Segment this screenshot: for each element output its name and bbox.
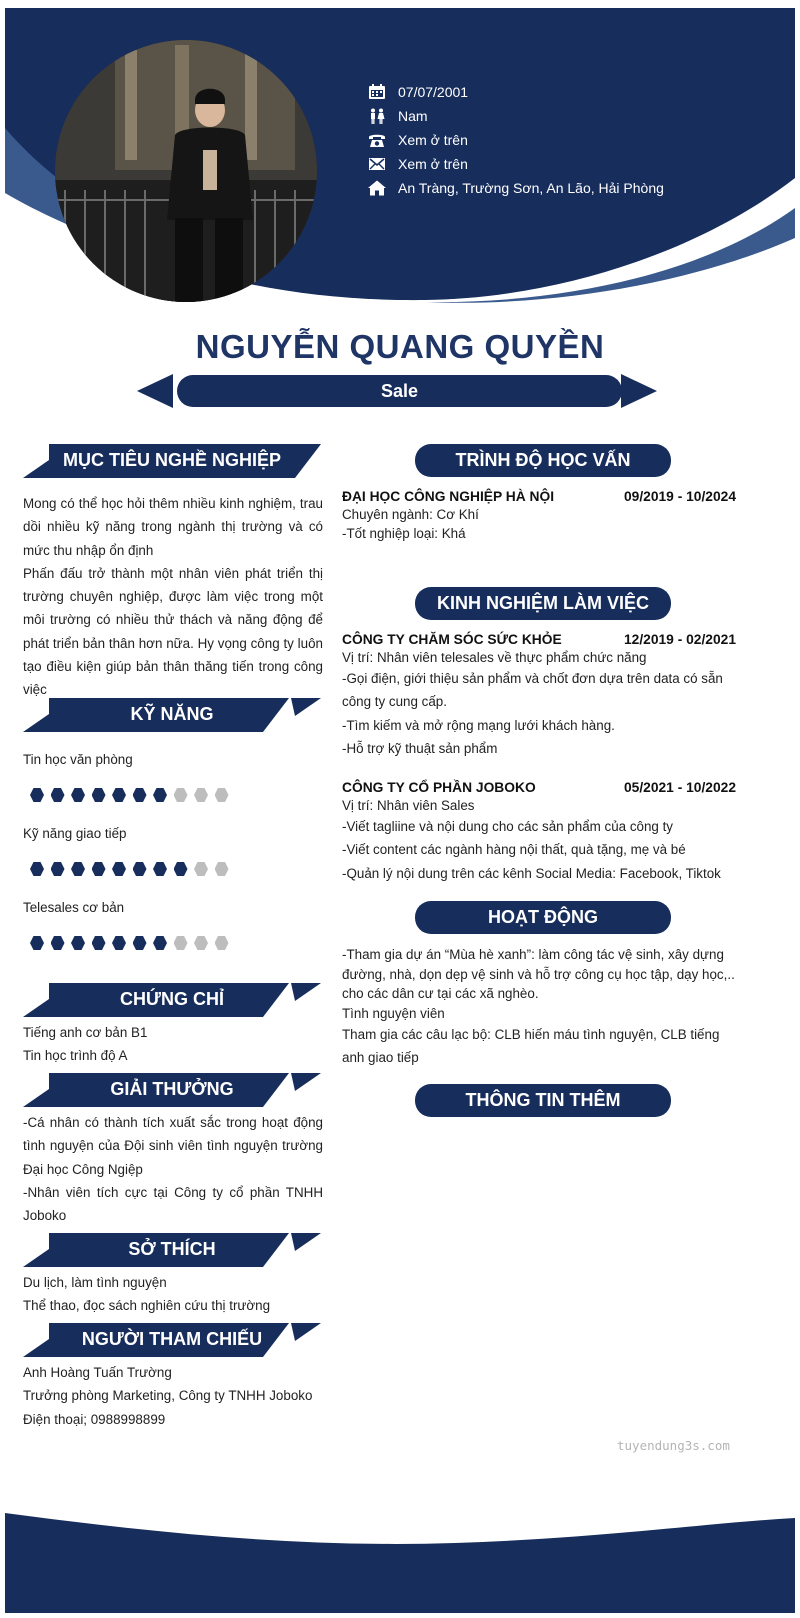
footer-background <box>5 1513 795 1613</box>
phone-icon <box>367 131 387 149</box>
skill-label: Kỹ năng giao tiếp <box>23 826 127 841</box>
certificate-item: Tiếng anh cơ bản B1 <box>23 1025 148 1040</box>
skill-rating <box>30 936 235 950</box>
company-name: CÔNG TY CHĂM SÓC SỨC KHỎE <box>342 632 562 647</box>
skill-dot-empty <box>215 936 229 950</box>
award-item: -Cá nhân có thành tích xuất sắc trong hoạt động tình nguyện của Đội sinh viên tình nguyện trường Đại học Công Ngiệp <box>23 1115 323 1177</box>
activity-role: Tình nguyện viên <box>342 1005 445 1021</box>
skill-dot-empty <box>194 788 208 802</box>
certificates-list <box>23 1021 323 1068</box>
objective-paragraph: Phấn đấu trở thành một nhân viên phát triển thị trường chuyên nghiệp, được làm việc trong một môi trường có nhiều thử thách và năng động để phát triển bản thân hơn nữa. Hy vọng công ty luôn tạo điều kiện giúp bản thân thăng tiến trong công việc <box>23 565 323 698</box>
skill-dot-filled <box>71 788 85 802</box>
skill-dot-filled <box>112 862 126 876</box>
skill-dot-empty <box>174 788 188 802</box>
skill-dot-filled <box>112 936 126 950</box>
job-role: Vị trí: Nhân viên Sales <box>342 798 475 813</box>
education-grade: -Tốt nghiệp loại: Khá <box>342 526 466 541</box>
job-role: Vị trí: Nhân viên telesales về thực phẩm chức năng <box>342 650 647 665</box>
skill-rating <box>30 788 235 802</box>
personal-info-list <box>367 80 664 200</box>
arrow-right-decoration <box>621 374 657 408</box>
reference-item: Trưởng phòng Marketing, Công ty TNHH Joboko <box>23 1388 313 1404</box>
skill-dot-filled <box>51 862 65 876</box>
awards-list <box>23 1111 323 1227</box>
skill-dot-filled <box>51 936 65 950</box>
skill-dot-empty <box>215 862 229 876</box>
info-birthdate <box>367 80 664 104</box>
address-text: An Tràng, Trường Sơn, An Lão, Hải Phòng <box>398 180 664 196</box>
school-name: ĐẠI HỌC CÔNG NGHIỆP HÀ NỘI <box>342 489 555 504</box>
position-banner <box>137 374 657 410</box>
mail-icon <box>367 155 387 173</box>
skill-dot-filled <box>30 788 44 802</box>
email-text: Xem ở trên <box>398 156 468 172</box>
activities-details <box>342 945 736 1069</box>
skill-dot-filled <box>153 936 167 950</box>
skills-title: KỸ NĂNG <box>130 704 214 724</box>
skill-dot-filled <box>30 936 44 950</box>
skill-dot-filled <box>133 936 147 950</box>
skill-dot-filled <box>153 788 167 802</box>
education-period: 09/2019 - 10/2024 <box>623 489 736 504</box>
skill-dot-filled <box>92 862 106 876</box>
section-header-skills <box>23 698 321 732</box>
section-header-hobbies <box>23 1233 321 1267</box>
education-major: Chuyên ngành: Cơ Khí <box>342 507 479 522</box>
skill-dot-filled <box>133 788 147 802</box>
skill-dot-filled <box>30 862 44 876</box>
job-duty: -Tìm kiếm và mở rộng mạng lưới khách hàng. <box>342 717 615 733</box>
education-details <box>342 505 736 543</box>
position-title: Sale <box>177 375 622 407</box>
activity-clubs: Tham gia các câu lạc bộ: CLB hiến máu tình nguyện, CLB tiếng anh giao tiếp <box>342 1026 720 1065</box>
section-header-references <box>23 1323 321 1357</box>
objective-paragraph: Mong có thể học hỏi thêm nhiều kinh nghiệm, trau dồi nhiều kỹ năng trong ngành thị trường và có mức thu nhập ổn định <box>23 496 323 558</box>
reference-item: Anh Hoàng Tuấn Trường <box>23 1365 172 1380</box>
skill-dot-filled <box>71 936 85 950</box>
section-header-activities: HOẠT ĐỘNG <box>415 901 671 934</box>
candidate-name: NGUYỄN QUANG QUYỀN <box>195 328 605 365</box>
job-duty: -Hỗ trợ kỹ thuật sản phẩm <box>342 740 498 756</box>
birthdate-text: 07/07/2001 <box>398 84 469 100</box>
info-gender <box>367 104 664 128</box>
job-duty: -Quản lý nội dung trên các kênh Social Media: Facebook, Tiktok <box>342 865 721 881</box>
job-period: 12/2019 - 02/2021 <box>623 632 736 647</box>
certificates-title: CHỨNG CHỈ <box>120 989 224 1009</box>
activity-description: -Tham gia dự án “Mùa hè xanh”: làm công tác vệ sinh, xây dựng đường, nhà, dọn dẹp vệ sinh và hỗ trợ công cụ học tập, dạy học,.. cho các dân cư tại các xã nghèo. <box>342 947 735 1001</box>
hobbies-list <box>23 1271 323 1318</box>
awards-title: GIẢI THƯỞNG <box>110 1079 234 1099</box>
skill-dot-empty <box>215 788 229 802</box>
hobbies-title: SỞ THÍCH <box>128 1239 216 1259</box>
skill-dot-filled <box>112 788 126 802</box>
skill-dot-filled <box>133 862 147 876</box>
skill-dot-empty <box>174 936 188 950</box>
home-icon <box>367 179 387 197</box>
award-item: -Nhân viên tích cực tại Công ty cổ phần TNHH Joboko <box>23 1184 323 1224</box>
section-header-certificates <box>23 983 321 1017</box>
job-details <box>342 796 736 885</box>
education-header <box>342 489 736 504</box>
cv-sheet <box>5 8 795 1613</box>
section-header-experience: KINH NGHIỆM LÀM VIỆC <box>415 587 671 620</box>
skill-dot-filled <box>71 862 85 876</box>
gender-text: Nam <box>398 108 428 124</box>
info-email <box>367 152 664 176</box>
skill-label: Telesales cơ bản <box>23 900 125 915</box>
info-phone <box>367 128 664 152</box>
section-header-objective <box>23 444 321 478</box>
job-details <box>342 648 736 760</box>
section-header-more-info: THÔNG TIN THÊM <box>415 1084 671 1117</box>
skill-dot-filled <box>92 936 106 950</box>
objective-title: MỤC TIÊU NGHỀ NGHIỆP <box>62 450 281 470</box>
watermark: tuyendung3s.com <box>617 1438 730 1453</box>
references-list <box>23 1361 323 1431</box>
skill-rating <box>30 862 235 876</box>
company-name: CÔNG TY CỔ PHẦN JOBOKO <box>342 780 536 795</box>
skill-dot-filled <box>92 788 106 802</box>
calendar-icon <box>367 83 387 101</box>
skill-dot-filled <box>174 862 188 876</box>
info-address <box>367 176 664 200</box>
section-header-education: TRÌNH ĐỘ HỌC VẤN <box>415 444 671 477</box>
arrow-left-decoration <box>137 374 173 408</box>
job-period: 05/2021 - 10/2022 <box>623 780 736 795</box>
certificate-item: Tin học trình độ A <box>23 1048 128 1064</box>
hobby-item: Du lịch, làm tình nguyện <box>23 1275 167 1290</box>
phone-text: Xem ở trên <box>398 132 468 148</box>
skill-dot-empty <box>194 862 208 876</box>
skill-dot-filled <box>51 788 65 802</box>
hobby-item: Thể thao, đọc sách nghiên cứu thị trường <box>23 1298 271 1314</box>
skill-label: Tin học văn phòng <box>23 752 133 767</box>
objective-text <box>23 492 323 702</box>
references-title: NGƯỜI THAM CHIẾU <box>81 1329 263 1349</box>
reference-item: Điện thoại; 0988998899 <box>23 1411 166 1427</box>
job-duty: -Viết tagliine và nội dung cho các sản phẩm của công ty <box>342 819 674 834</box>
profile-photo <box>55 40 317 302</box>
job-header <box>342 632 736 647</box>
gender-icon <box>367 107 387 125</box>
job-duty: -Gọi điện, giới thiệu sản phẩm và chốt đơn dựa trên data có sẵn công ty cung cấp. <box>342 671 723 710</box>
job-header <box>342 780 736 795</box>
section-header-awards <box>23 1073 321 1107</box>
job-duty: -Viết content các ngành hàng nội thất, quà tặng, mẹ và bé <box>342 842 686 858</box>
skill-dot-empty <box>194 936 208 950</box>
skill-dot-filled <box>153 862 167 876</box>
